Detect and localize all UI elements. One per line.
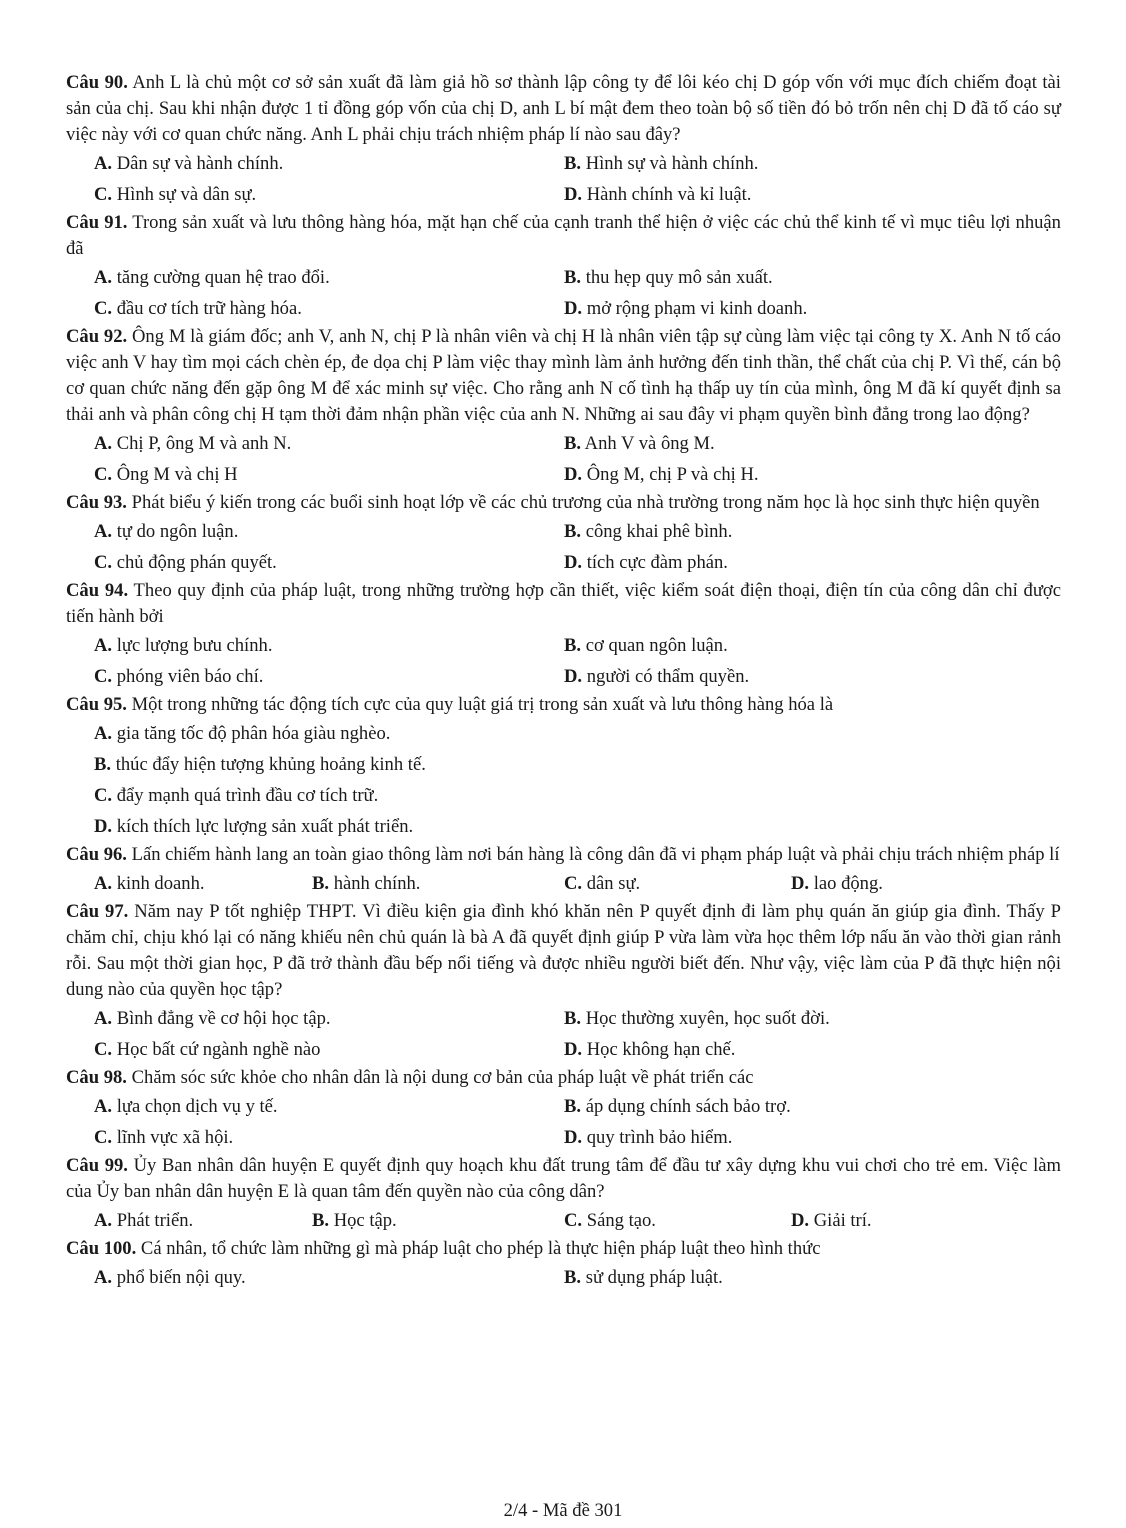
option-b: [564, 1262, 1034, 1293]
option-b: [564, 630, 1034, 661]
option-letter: B.: [564, 267, 582, 288]
question-text: [66, 1236, 1061, 1262]
option-text: Anh V và ông M.: [581, 433, 715, 454]
option-text: Học thường xuyên, học suốt đời.: [581, 1008, 830, 1029]
option-a: [94, 428, 564, 459]
option-text: gia tăng tốc độ phân hóa giàu nghèo.: [112, 723, 391, 744]
option-letter: C.: [564, 873, 583, 894]
question-text: [66, 842, 1061, 868]
option-letter: C.: [94, 184, 113, 205]
option-b: [94, 749, 1061, 780]
option-text: đẩy mạnh quá trình đầu cơ tích trữ.: [112, 785, 379, 806]
question-number: Câu 92.: [66, 326, 128, 347]
option-a: [94, 1091, 564, 1122]
question-91: [66, 210, 1061, 324]
option-letter: B.: [564, 153, 582, 174]
option-letter: A.: [94, 635, 113, 656]
question-text: [66, 210, 1061, 262]
question-number: Câu 99.: [66, 1155, 128, 1176]
option-text: tự do ngôn luận.: [112, 521, 239, 542]
option-letter: C.: [94, 1127, 113, 1148]
option-letter: B.: [564, 635, 582, 656]
question-number: Câu 97.: [66, 901, 129, 922]
option-c: [564, 1205, 791, 1236]
option-letter: B.: [312, 873, 330, 894]
option-a: [94, 630, 564, 661]
option-text: hành chính.: [329, 873, 421, 894]
option-text: thu hẹp quy mô sản xuất.: [581, 267, 773, 288]
question-97: [66, 899, 1061, 1065]
question-93: [66, 490, 1061, 578]
option-d: [564, 459, 1034, 490]
option-letter: B.: [564, 1096, 582, 1117]
option-c: [94, 459, 564, 490]
option-a: [94, 516, 564, 547]
option-text: lựa chọn dịch vụ y tế.: [112, 1096, 278, 1117]
option-text: mở rộng phạm vi kinh doanh.: [582, 298, 808, 319]
option-text: Bình đẳng về cơ hội học tập.: [112, 1008, 331, 1029]
option-d: [564, 661, 1034, 692]
option-letter: A.: [94, 1008, 113, 1029]
option-letter: B.: [564, 1267, 582, 1288]
option-letter: D.: [564, 184, 583, 205]
option-text: Hành chính và kỉ luật.: [582, 184, 752, 205]
option-b: [564, 148, 1034, 179]
question-text: [66, 1065, 1061, 1091]
question-stem: Lấn chiếm hành lang an toàn giao thông làm nơi bán hàng là công dân đã vi phạm pháp luật và phải chịu trách nhiệm pháp lí: [126, 844, 1060, 865]
option-d: [791, 1205, 1011, 1236]
option-letter: A.: [94, 433, 113, 454]
option-b: [564, 262, 1034, 293]
page-footer: 2/4 - Mã đề 301: [503, 1500, 623, 1521]
option-letter: C.: [94, 1039, 113, 1060]
option-letter: B.: [564, 433, 582, 454]
option-a: [94, 1003, 564, 1034]
option-a: [94, 1262, 564, 1293]
question-stem: Trong sản xuất và lưu thông hàng hóa, mặt hạn chế của cạnh tranh thể hiện ở việc các chủ thể kinh tế vì mục tiêu lợi nhuận đã: [66, 212, 1061, 259]
option-letter: A.: [94, 1267, 113, 1288]
option-a: [94, 1205, 312, 1236]
option-letter: C.: [94, 298, 113, 319]
question-stem: Cá nhân, tổ chức làm những gì mà pháp luật cho phép là thực hiện pháp luật theo hình thức: [136, 1238, 821, 1259]
option-text: Phát triển.: [112, 1210, 194, 1231]
option-text: quy trình bảo hiểm.: [582, 1127, 733, 1148]
option-text: kích thích lực lượng sản xuất phát triển.: [112, 816, 414, 837]
question-98: [66, 1065, 1061, 1153]
option-c: [94, 179, 564, 210]
question-number: Câu 100.: [66, 1238, 137, 1259]
option-b: [564, 428, 1034, 459]
option-text: sử dụng pháp luật.: [581, 1267, 723, 1288]
option-text: công khai phê bình.: [581, 521, 733, 542]
option-letter: A.: [94, 267, 113, 288]
option-letter: B.: [94, 754, 112, 775]
option-text: cơ quan ngôn luận.: [581, 635, 728, 656]
option-text: lĩnh vực xã hội.: [112, 1127, 234, 1148]
option-b: [312, 1205, 564, 1236]
question-number: Câu 98.: [66, 1067, 127, 1088]
question-number: Câu 91.: [66, 212, 128, 233]
question-text: [66, 1153, 1061, 1205]
option-d: [564, 547, 1034, 578]
option-text: áp dụng chính sách bảo trợ.: [581, 1096, 791, 1117]
question-number: Câu 94.: [66, 580, 129, 601]
option-a: [94, 868, 312, 899]
option-text: lực lượng bưu chính.: [112, 635, 273, 656]
option-a: [94, 148, 564, 179]
option-letter: A.: [94, 723, 113, 744]
question-number: Câu 95.: [66, 694, 127, 715]
option-text: Hình sự và hành chính.: [581, 153, 759, 174]
option-letter: C.: [94, 464, 113, 485]
option-letter: D.: [791, 873, 810, 894]
option-letter: D.: [94, 816, 113, 837]
option-text: đầu cơ tích trữ hàng hóa.: [112, 298, 302, 319]
question-number: Câu 93.: [66, 492, 127, 513]
question-stem: Anh L là chủ một cơ sở sản xuất đã làm giả hồ sơ thành lập công ty để lôi kéo chị D góp vốn với mục đích chiếm đoạt tài sản của chị. Sau khi nhận được 1 tỉ đồng góp vốn của chị D, anh L bí mật đem theo toàn bộ số tiền đó bỏ trốn nên chị D đã tố cáo sự việc này với cơ quan chức năng. Anh L phải chịu trách nhiệm pháp lí nào sau đây?: [66, 72, 1061, 145]
option-c: [94, 293, 564, 324]
question-text: [66, 70, 1061, 148]
option-text: Giải trí.: [809, 1210, 872, 1231]
option-b: [564, 1003, 1034, 1034]
question-stem: Ông M là giám đốc; anh V, anh N, chị P là nhân viên và chị H là nhân viên tập sự cùng làm việc tại công ty X. Anh N tố cáo việc anh V hay tìm mọi cách chèn ép, đe dọa chị P làm việc thay mình làm ảnh hưởng đến tinh thần, thể chất của chị P. Vì thế, cán bộ cơ quan chức năng đến gặp ông M để xác minh sự việc. Cho rằng anh N cố tình hạ thấp uy tín của mình, ông M đã kí quyết định sa thải anh và phân công chị H tạm thời đảm nhận phần việc của anh N. Những ai sau đây vi phạm quyền bình đẳng trong lao động?: [66, 326, 1061, 425]
question-stem: Phát biểu ý kiến trong các buổi sinh hoạt lớp về các chủ trương của nhà trường trong năm học là học sinh thực hiện quyền: [126, 492, 1040, 513]
question-text: [66, 490, 1061, 516]
option-d: [564, 179, 1034, 210]
question-stem: Chăm sóc sức khỏe cho nhân dân là nội dung cơ bản của pháp luật về phát triển các: [126, 1067, 754, 1088]
question-stem: Ủy Ban nhân dân huyện E quyết định quy hoạch khu đất trung tâm để đầu tư xây dựng khu vui chơi cho trẻ em. Việc làm của Ủy ban nhân dân huyện E là quan tâm đến quyền nào của công dân?: [66, 1155, 1061, 1202]
option-text: dân sự.: [582, 873, 641, 894]
option-d: [564, 1034, 1034, 1065]
question-number: Câu 90.: [66, 72, 128, 93]
option-c: [94, 1034, 564, 1065]
question-stem: Một trong những tác động tích cực của quy luật giá trị trong sản xuất và lưu thông hàng hóa là: [126, 694, 834, 715]
question-100: [66, 1236, 1061, 1293]
question-99: [66, 1153, 1061, 1236]
option-text: Sáng tạo.: [582, 1210, 656, 1231]
option-letter: C.: [94, 552, 113, 573]
question-text: [66, 899, 1061, 1003]
option-letter: D.: [564, 666, 583, 687]
option-a: [94, 262, 564, 293]
question-95: [66, 692, 1061, 842]
option-b: [312, 868, 564, 899]
option-letter: D.: [791, 1210, 810, 1231]
option-text: người có thẩm quyền.: [582, 666, 750, 687]
option-letter: D.: [564, 1039, 583, 1060]
option-letter: B.: [564, 521, 582, 542]
option-letter: D.: [564, 298, 583, 319]
option-letter: D.: [564, 552, 583, 573]
option-d: [791, 868, 1011, 899]
option-c: [564, 868, 791, 899]
option-c: [94, 780, 1061, 811]
option-letter: B.: [312, 1210, 330, 1231]
option-c: [94, 661, 564, 692]
option-c: [94, 547, 564, 578]
option-text: tăng cường quan hệ trao đổi.: [112, 267, 330, 288]
option-text: Dân sự và hành chính.: [112, 153, 284, 174]
option-letter: D.: [564, 464, 583, 485]
option-letter: C.: [564, 1210, 583, 1231]
option-a: [94, 718, 1061, 749]
option-b: [564, 516, 1034, 547]
option-letter: A.: [94, 521, 113, 542]
option-text: thúc đẩy hiện tượng khủng hoảng kinh tế.: [111, 754, 426, 775]
option-text: tích cực đàm phán.: [582, 552, 728, 573]
option-letter: A.: [94, 153, 113, 174]
option-text: Học tập.: [329, 1210, 397, 1231]
option-c: [94, 1122, 564, 1153]
option-text: Học bất cứ ngành nghề nào: [112, 1039, 321, 1060]
option-letter: D.: [564, 1127, 583, 1148]
option-letter: A.: [94, 873, 113, 894]
option-text: Chị P, ông M và anh N.: [112, 433, 292, 454]
option-letter: B.: [564, 1008, 582, 1029]
question-text: [66, 692, 1061, 718]
question-90: [66, 70, 1061, 210]
exam-page: [66, 70, 1061, 1293]
option-letter: A.: [94, 1096, 113, 1117]
option-letter: C.: [94, 666, 113, 687]
option-letter: A.: [94, 1210, 113, 1231]
option-text: Ông M và chị H: [112, 464, 238, 485]
option-text: Hình sự và dân sự.: [112, 184, 257, 205]
option-text: chủ động phán quyết.: [112, 552, 277, 573]
option-text: Học không hạn chế.: [582, 1039, 736, 1060]
question-94: [66, 578, 1061, 692]
question-text: [66, 578, 1061, 630]
option-d: [94, 811, 1061, 842]
option-letter: C.: [94, 785, 113, 806]
option-text: phóng viên báo chí.: [112, 666, 264, 687]
option-text: Ông M, chị P và chị H.: [582, 464, 759, 485]
option-text: phổ biến nội quy.: [112, 1267, 246, 1288]
question-stem: Theo quy định của pháp luật, trong những trường hợp cần thiết, việc kiểm soát điện thoại, điện tín của công dân chỉ được tiến hành bởi: [66, 580, 1061, 627]
question-stem: Năm nay P tốt nghiệp THPT. Vì điều kiện gia đình khó khăn nên P quyết định đi làm phụ quán ăn giúp gia đình. Thấy P chăm chỉ, chịu khó lại có năng khiếu nên chủ quán là bà A đã quyết định giúp P vừa làm vừa học thêm lớp nấu ăn vào thời gian rảnh rỗi. Sau một thời gian học, P đã trở thành đầu bếp nổi tiếng và được nhiều người biết đến. Như vậy, việc làm của P đã thực hiện nội dung nào của quyền học tập?: [66, 901, 1061, 1000]
question-96: [66, 842, 1061, 899]
option-d: [564, 1122, 1034, 1153]
option-text: kinh doanh.: [112, 873, 205, 894]
question-text: [66, 324, 1061, 428]
option-d: [564, 293, 1034, 324]
option-b: [564, 1091, 1034, 1122]
question-92: [66, 324, 1061, 490]
question-number: Câu 96.: [66, 844, 127, 865]
option-text: lao động.: [809, 873, 883, 894]
